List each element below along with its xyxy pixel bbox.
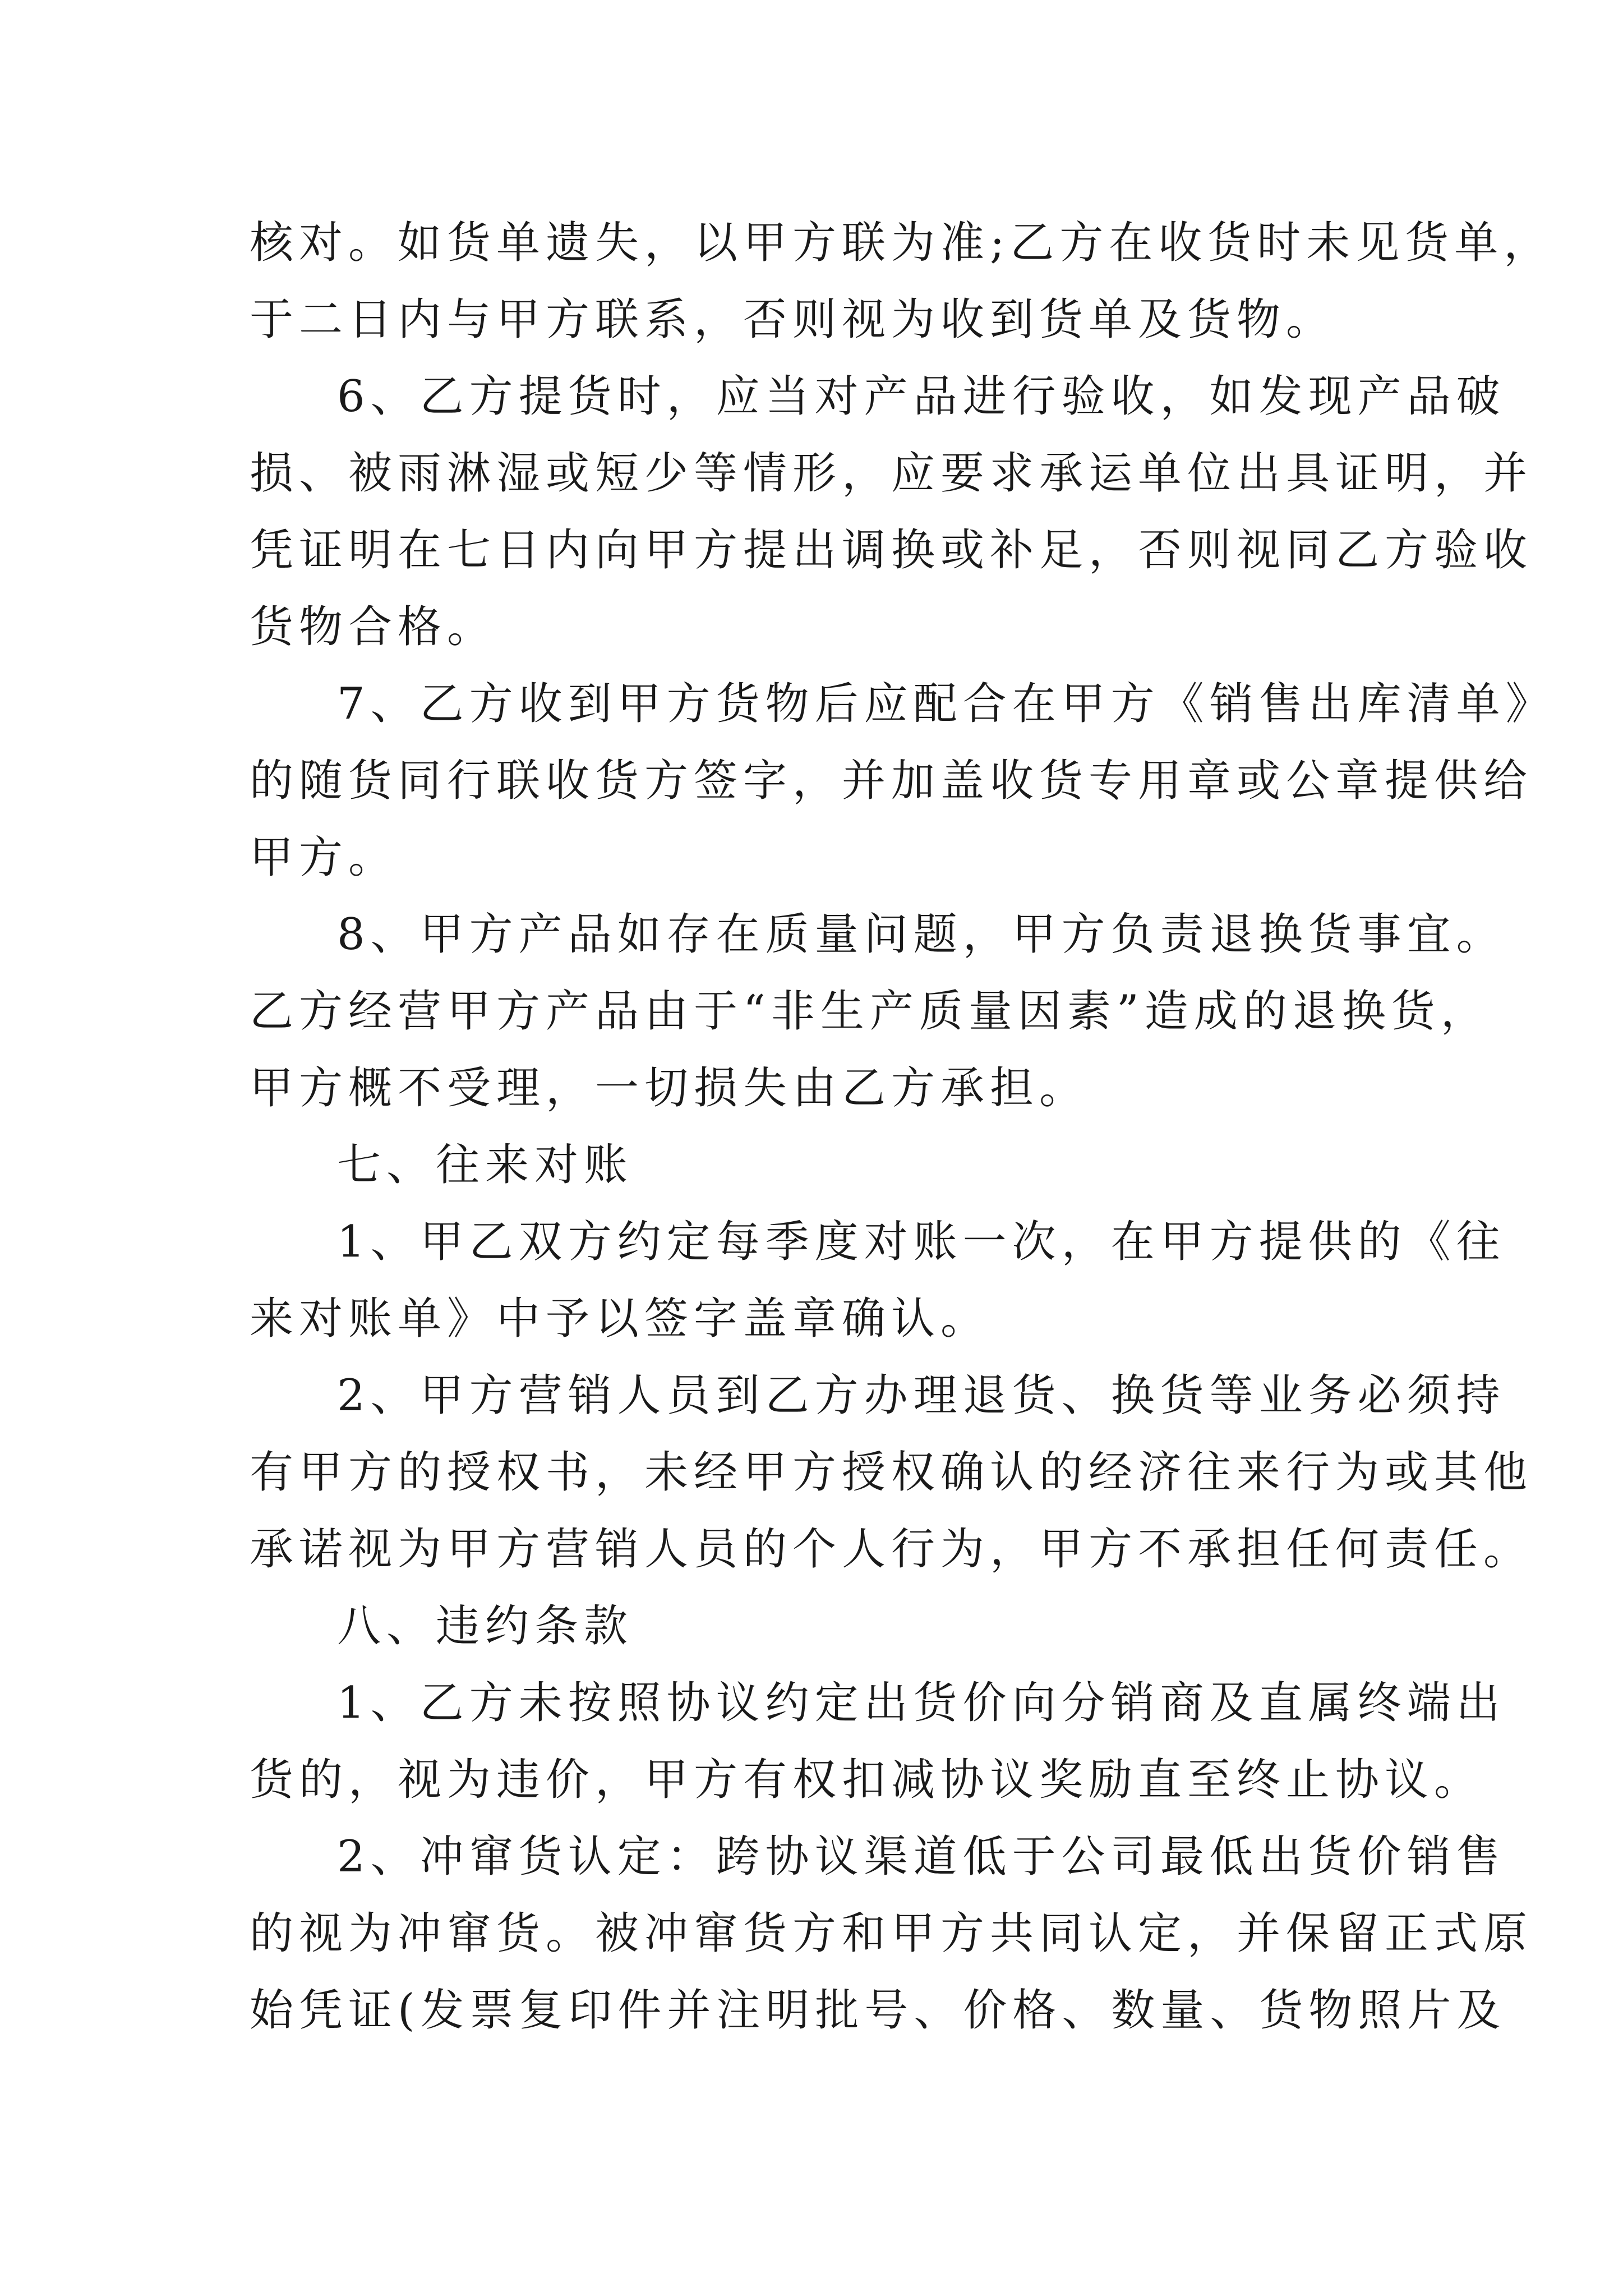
- text-line: 货物合格。: [250, 602, 497, 652]
- text-line: 6、乙方提货时，应当对产品进行验收，如发现产品破: [337, 371, 1506, 422]
- section-heading: 八、违约条款: [337, 1601, 634, 1651]
- text-line: 甲方。: [250, 832, 398, 883]
- text-line: 乙方经营甲方产品由于“非生产质量因素”造成的退换货，: [250, 986, 1490, 1037]
- text-line: 1、乙方未按照协议约定出货价向分销商及直属终端出: [337, 1678, 1506, 1728]
- text-line: 有甲方的授权书，未经甲方授权确认的经济往来行为或其他: [250, 1447, 1533, 1498]
- text-line: 核对。如货单遗失，以甲方联为准;乙方在收货时未见货单，: [250, 218, 1553, 268]
- text-line: 凭证明在七日内向甲方提出调换或补足，否则视同乙方验收: [250, 525, 1533, 576]
- text-line: 损、被雨淋湿或短少等情形，应要求承运单位出具证明，并: [250, 448, 1533, 499]
- text-line: 的视为冲窜货。被冲窜货方和甲方共同认定，并保留正式原: [250, 1908, 1533, 1959]
- text-line: 于二日内与甲方联系，否则视为收到货单及货物。: [250, 295, 1336, 345]
- text-line: 7、乙方收到甲方货物后应配合在甲方《销售出库清单》: [337, 679, 1555, 729]
- section-heading: 七、往来对账: [337, 1140, 634, 1190]
- text-line: 的随货同行联收货方签字，并加盖收货专用章或公章提供给: [250, 756, 1533, 806]
- text-line: 2、甲方营销人员到乙方办理退货、换货等业务必须持: [337, 1370, 1506, 1421]
- text-line: 货的，视为违价，甲方有权扣减协议奖励直至终止协议。: [250, 1755, 1484, 1805]
- text-line: 来对账单》中予以签字盖章确认。: [250, 1294, 990, 1344]
- text-line: 1、甲乙双方约定每季度对账一次，在甲方提供的《往: [337, 1217, 1506, 1267]
- text-line: 始凭证(发票复印件并注明批号、价格、数量、货物照片及: [250, 1985, 1506, 2036]
- text-line: 甲方概不受理，一切损失由乙方承担。: [250, 1063, 1089, 1114]
- text-line: 2、冲窜货认定：跨协议渠道低于公司最低出货价销售: [337, 1832, 1506, 1882]
- text-line: 承诺视为甲方营销人员的个人行为，甲方不承担任何责任。: [250, 1524, 1533, 1575]
- document-body: [250, 205, 1555, 2049]
- text-line: 8、甲方产品如存在质量问题，甲方负责退换货事宜。: [337, 909, 1506, 960]
